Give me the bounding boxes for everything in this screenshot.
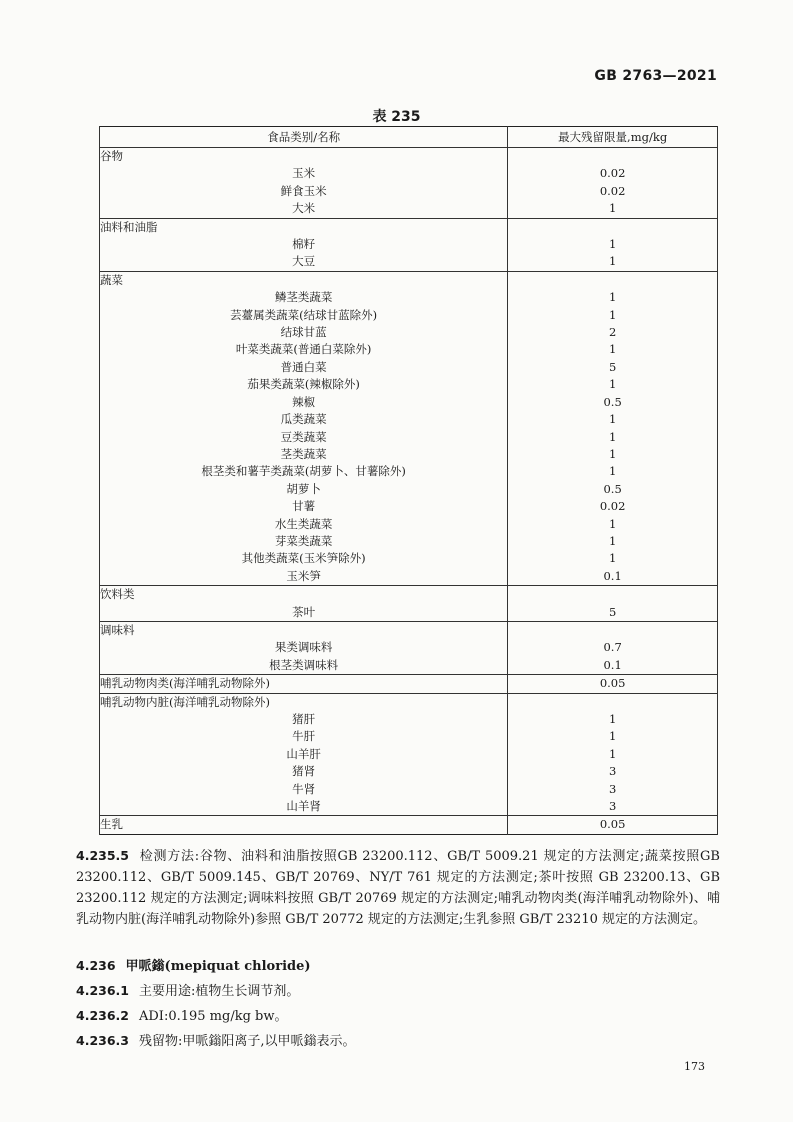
table-row-category — [100, 675, 718, 693]
table-row — [100, 568, 718, 586]
food-name: 芽菜类蔬菜 — [100, 533, 508, 550]
table-row — [100, 200, 718, 218]
table-row-category — [100, 816, 718, 834]
table-row — [100, 798, 718, 816]
table-row-category — [100, 148, 718, 166]
food-name: 鲜食玉米 — [100, 183, 508, 200]
category-name: 油料和油脂 — [100, 218, 508, 236]
food-name: 猪肾 — [100, 763, 508, 780]
food-name: 结球甘蓝 — [100, 324, 508, 341]
table-row — [100, 183, 718, 200]
table-row — [100, 411, 718, 428]
category-limit-value — [508, 586, 718, 604]
paragraph-text: 残留物:甲哌鎓阳离子,以甲哌鎓表示。 — [139, 1034, 356, 1049]
table-row — [100, 236, 718, 253]
limit-value: 1 — [508, 711, 718, 728]
limit-value: 0.02 — [508, 165, 718, 182]
table-row — [100, 639, 718, 656]
section-number: 4.236.1 — [76, 983, 129, 998]
food-name: 根茎类调味料 — [100, 657, 508, 675]
paragraph-adi — [76, 1005, 288, 1024]
section-number: 4.236.2 — [76, 1008, 129, 1023]
table-row-category — [100, 586, 718, 604]
table-row — [100, 657, 718, 675]
limit-value: 0.5 — [508, 394, 718, 411]
table-row — [100, 533, 718, 550]
limit-value: 1 — [508, 411, 718, 428]
standard-number: GB 2763—2021 — [594, 68, 717, 84]
limit-value: 0.7 — [508, 639, 718, 656]
section-heading-4-236 — [76, 955, 311, 974]
table-row — [100, 376, 718, 393]
food-name: 山羊肝 — [100, 746, 508, 763]
table-row — [100, 463, 718, 480]
table-row — [100, 728, 718, 745]
food-name: 鳞茎类蔬菜 — [100, 289, 508, 306]
category-limit-value — [508, 271, 718, 289]
limit-value: 0.02 — [508, 498, 718, 515]
limit-value: 1 — [508, 550, 718, 567]
food-name: 玉米笋 — [100, 568, 508, 586]
limit-value: 1 — [508, 289, 718, 306]
limit-value: 1 — [508, 200, 718, 218]
section-title: 甲哌鎓(mepiquat chloride) — [125, 959, 311, 974]
food-name: 茄果类蔬菜(辣椒除外) — [100, 376, 508, 393]
limit-value: 3 — [508, 781, 718, 798]
limit-value: 1 — [508, 746, 718, 763]
table-row — [100, 446, 718, 463]
limit-value: 1 — [508, 376, 718, 393]
column-header-food: 食品类别/名称 — [100, 127, 508, 148]
table-row — [100, 289, 718, 306]
table-row — [100, 324, 718, 341]
limit-value: 3 — [508, 763, 718, 780]
page-number: 173 — [684, 1060, 705, 1073]
section-number: 4.236.3 — [76, 1033, 129, 1048]
paragraph-detection-method — [76, 845, 720, 930]
table-row — [100, 498, 718, 515]
table-row — [100, 711, 718, 728]
food-name: 茎类蔬菜 — [100, 446, 508, 463]
section-number: 4.236 — [76, 958, 116, 973]
food-name: 根茎类和薯芋类蔬菜(胡萝卜、甘薯除外) — [100, 463, 508, 480]
category-name: 哺乳动物内脏(海洋哺乳动物除外) — [100, 693, 508, 711]
paragraph-text: ADI:0.195 mg/kg bw。 — [139, 1009, 288, 1024]
paragraph-text: 检测方法:谷物、油料和油脂按照GB 23200.112、GB/T 5009.21 规定的方法测定;蔬菜按照GB 23200.112、GB/T 5009.145、GB/T 20769、NY/T 761 规定的方法测定;茶叶按照 GB 23200.13、GB 23200.112 规定的方法测定;调味料按照 GB/T 20769 规定的方法测定;哺乳动物肉类(海洋哺乳动物除外)、哺乳动物内脏(海洋哺乳动物除外)参照 GB/T 20772 规定的方法测定;生乳参照 GB/T 23210 规定的方法测定。 — [76, 849, 720, 927]
food-name: 豆类蔬菜 — [100, 429, 508, 446]
table-row — [100, 604, 718, 622]
category-name: 哺乳动物肉类(海洋哺乳动物除外) — [100, 675, 508, 693]
paragraph-text: 主要用途:植物生长调节剂。 — [139, 984, 300, 999]
limit-value: 1 — [508, 533, 718, 550]
limit-value: 1 — [508, 236, 718, 253]
food-name: 其他类蔬菜(玉米笋除外) — [100, 550, 508, 567]
food-name: 山羊肾 — [100, 798, 508, 816]
table-row-category — [100, 621, 718, 639]
limit-value: 5 — [508, 604, 718, 622]
food-name: 叶菜类蔬菜(普通白菜除外) — [100, 341, 508, 358]
food-name: 牛肾 — [100, 781, 508, 798]
food-name: 玉米 — [100, 165, 508, 182]
table-row — [100, 341, 718, 358]
category-name: 饮料类 — [100, 586, 508, 604]
food-name: 甘薯 — [100, 498, 508, 515]
food-name: 牛肝 — [100, 728, 508, 745]
table-row — [100, 746, 718, 763]
table-header-row — [100, 127, 718, 148]
limit-value: 0.1 — [508, 657, 718, 675]
category-limit-value — [508, 621, 718, 639]
food-name: 普通白菜 — [100, 359, 508, 376]
food-name: 芸薹属类蔬菜(结球甘蓝除外) — [100, 307, 508, 324]
limit-value: 1 — [508, 728, 718, 745]
limit-value: 1 — [508, 341, 718, 358]
limit-value: 0.02 — [508, 183, 718, 200]
food-name: 棉籽 — [100, 236, 508, 253]
table-title: 表 235 — [372, 109, 421, 125]
food-name: 瓜类蔬菜 — [100, 411, 508, 428]
food-name: 大豆 — [100, 253, 508, 271]
food-name: 茶叶 — [100, 604, 508, 622]
column-header-mrl: 最大残留限量,mg/kg — [508, 127, 718, 148]
food-name: 水生类蔬菜 — [100, 516, 508, 533]
mrl-table — [99, 126, 718, 835]
food-name: 胡萝卜 — [100, 481, 508, 498]
category-limit-value — [508, 148, 718, 166]
table-row-category — [100, 271, 718, 289]
food-name: 大米 — [100, 200, 508, 218]
table-row — [100, 307, 718, 324]
limit-value: 1 — [508, 253, 718, 271]
category-limit-value: 0.05 — [508, 816, 718, 834]
limit-value: 3 — [508, 798, 718, 816]
table-row-category — [100, 693, 718, 711]
category-name: 调味料 — [100, 621, 508, 639]
limit-value: 2 — [508, 324, 718, 341]
category-name: 生乳 — [100, 816, 508, 834]
table-row — [100, 550, 718, 567]
category-limit-value — [508, 693, 718, 711]
food-name: 果类调味料 — [100, 639, 508, 656]
table-row — [100, 359, 718, 376]
table-row — [100, 516, 718, 533]
category-limit-value — [508, 218, 718, 236]
limit-value: 0.5 — [508, 481, 718, 498]
food-name: 辣椒 — [100, 394, 508, 411]
paragraph-residue — [76, 1030, 356, 1049]
category-limit-value: 0.05 — [508, 675, 718, 693]
paragraph-main-use — [76, 980, 299, 999]
table-row-category — [100, 218, 718, 236]
limit-value: 0.1 — [508, 568, 718, 586]
table-row — [100, 781, 718, 798]
category-name: 谷物 — [100, 148, 508, 166]
limit-value: 1 — [508, 429, 718, 446]
table-row — [100, 394, 718, 411]
table-row — [100, 253, 718, 271]
limit-value: 1 — [508, 307, 718, 324]
limit-value: 1 — [508, 446, 718, 463]
limit-value: 5 — [508, 359, 718, 376]
table-row — [100, 763, 718, 780]
section-number: 4.235.5 — [76, 848, 129, 863]
category-name: 蔬菜 — [100, 271, 508, 289]
food-name: 猪肝 — [100, 711, 508, 728]
limit-value: 1 — [508, 463, 718, 480]
table-row — [100, 429, 718, 446]
table-row — [100, 481, 718, 498]
table-row — [100, 165, 718, 182]
limit-value: 1 — [508, 516, 718, 533]
